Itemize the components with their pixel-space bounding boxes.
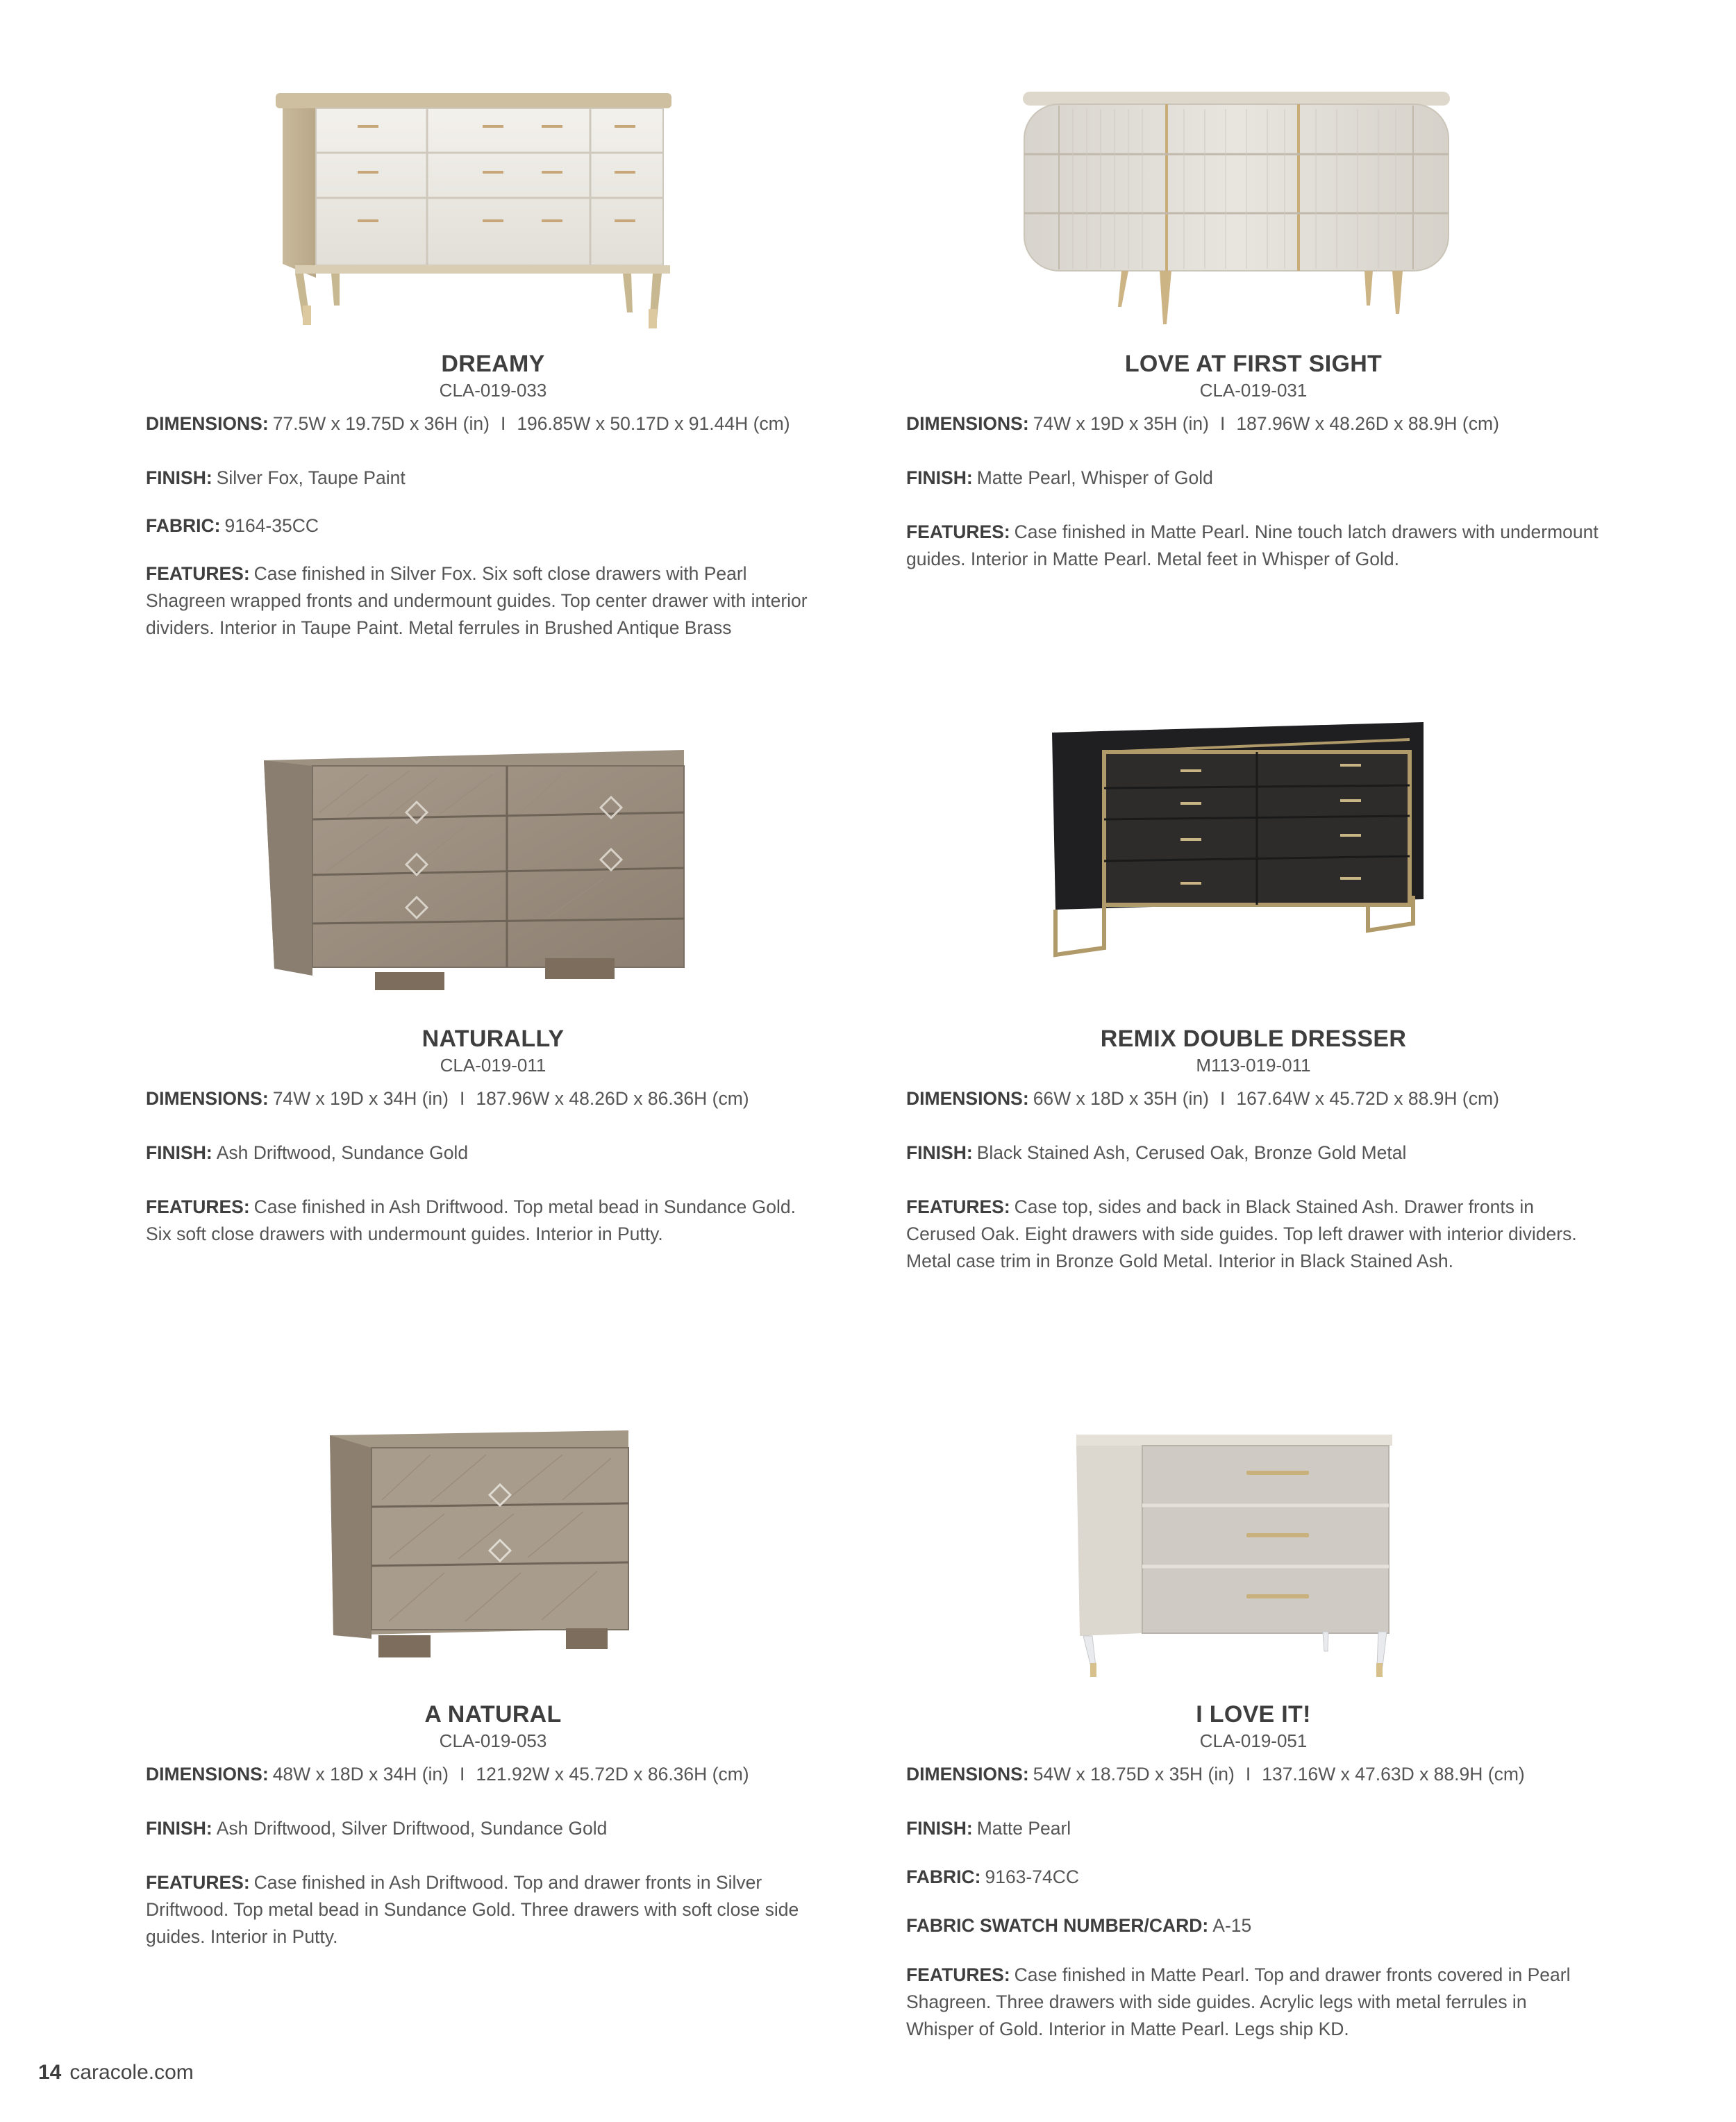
fabric-value: 9164-35CC bbox=[224, 515, 319, 536]
dimensions-separator: I bbox=[500, 413, 506, 434]
finish-label: FINISH: bbox=[146, 467, 212, 488]
finish-value: Ash Driftwood, Sundance Gold bbox=[216, 1142, 469, 1163]
dimensions-label: DIMENSIONS: bbox=[146, 1088, 269, 1109]
finish-row bbox=[146, 465, 847, 492]
features-row bbox=[906, 1194, 1608, 1275]
features-label: FEATURES: bbox=[146, 1872, 250, 1893]
fabric-label: FABRIC: bbox=[146, 515, 221, 536]
fabric-swatch-value: A-15 bbox=[1212, 1915, 1252, 1936]
features-value: Case finished in Matte Pearl. Nine touch latch drawers with undermount guides. Interior in Matte Pearl. Metal feet in Whisper of Gold. bbox=[906, 521, 1599, 569]
product-name: NATURALLY bbox=[422, 1026, 565, 1052]
dimensions-row bbox=[146, 410, 847, 437]
product-code: CLA-019-011 bbox=[440, 1055, 546, 1076]
product-name: I LOVE IT! bbox=[1196, 1701, 1311, 1728]
dimensions-separator: I bbox=[1220, 413, 1226, 434]
finish-label: FINISH: bbox=[906, 1818, 973, 1839]
features-value: Case finished in Silver Fox. Six soft close drawers with Pearl Shagreen wrapped fronts and undermount guides. Top center drawer with interior dividers. Interior in Taupe Paint. Metal ferrules in Brushed Antique Brass bbox=[146, 563, 808, 638]
features-value: Case finished in Matte Pearl. Top and drawer fronts covered in Pearl Shagreen. Three drawers with side guides. Acrylic legs with metal ferrules in Whisper of Gold. Interior in Matte Pearl. Legs ship KD. bbox=[906, 1964, 1571, 2039]
product-name: REMIX DOUBLE DRESSER bbox=[1100, 1026, 1407, 1052]
dimensions-in: 66W x 18D x 35H (in) bbox=[1033, 1088, 1209, 1109]
finish-value: Matte Pearl bbox=[976, 1818, 1071, 1839]
dimensions-row bbox=[906, 410, 1608, 437]
dimensions-in: 48W x 18D x 34H (in) bbox=[272, 1764, 449, 1785]
product-code: CLA-019-051 bbox=[1199, 1730, 1308, 1751]
finish-value: Silver Fox, Taupe Paint bbox=[216, 467, 406, 488]
features-label: FEATURES: bbox=[146, 563, 250, 584]
dimensions-row bbox=[146, 1085, 847, 1112]
features-row bbox=[906, 1962, 1587, 2043]
product-code: M113-019-011 bbox=[1196, 1055, 1311, 1076]
product-image-i-love-it bbox=[1073, 1430, 1399, 1680]
dimensions-cm: 137.16W x 47.63D x 88.9H (cm) bbox=[1262, 1764, 1525, 1785]
product-image-naturally bbox=[257, 746, 694, 996]
dimensions-label: DIMENSIONS: bbox=[146, 1764, 269, 1785]
page-footer bbox=[38, 2061, 194, 2085]
features-row bbox=[146, 1194, 826, 1248]
finish-row bbox=[906, 465, 1608, 492]
dimensions-cm: 187.96W x 48.26D x 86.36H (cm) bbox=[476, 1088, 749, 1109]
dimensions-in: 54W x 18.75D x 35H (in) bbox=[1033, 1764, 1235, 1785]
dimensions-label: DIMENSIONS: bbox=[906, 413, 1029, 434]
finish-row bbox=[906, 1139, 1608, 1167]
dimensions-separator: I bbox=[1245, 1764, 1251, 1785]
features-label: FEATURES: bbox=[906, 1196, 1010, 1217]
dimensions-cm: 187.96W x 48.26D x 88.9H (cm) bbox=[1236, 413, 1499, 434]
dimensions-in: 74W x 19D x 35H (in) bbox=[1033, 413, 1209, 434]
product-image-dreamy bbox=[267, 83, 684, 333]
finish-label: FINISH: bbox=[906, 1142, 973, 1163]
features-row bbox=[906, 519, 1601, 573]
features-label: FEATURES: bbox=[146, 1196, 250, 1217]
dimensions-separator: I bbox=[1220, 1088, 1226, 1109]
fabric-value: 9163-74CC bbox=[985, 1866, 1079, 1887]
dimensions-label: DIMENSIONS: bbox=[146, 413, 269, 434]
fabric-swatch-label: FABRIC SWATCH NUMBER/CARD: bbox=[906, 1915, 1209, 1936]
features-row bbox=[146, 1869, 847, 1950]
finish-label: FINISH: bbox=[146, 1142, 212, 1163]
fabric-label: FABRIC: bbox=[906, 1866, 981, 1887]
finish-label: FINISH: bbox=[146, 1818, 212, 1839]
fabric-swatch-row bbox=[906, 1912, 1608, 1939]
dimensions-row bbox=[906, 1761, 1608, 1788]
features-row bbox=[146, 560, 812, 642]
finish-value: Ash Driftwood, Silver Driftwood, Sundance Gold bbox=[216, 1818, 608, 1839]
product-name: DREAMY bbox=[441, 351, 545, 377]
features-label: FEATURES: bbox=[906, 1964, 1010, 1985]
dimensions-row bbox=[146, 1761, 847, 1788]
product-name: LOVE AT FIRST SIGHT bbox=[1124, 351, 1383, 377]
product-code: CLA-019-053 bbox=[439, 1730, 547, 1751]
fabric-row bbox=[906, 1864, 1608, 1891]
features-value: Case top, sides and back in Black Stained Ash. Drawer fronts in Cerused Oak. Eight drawers with side guides. Top left drawer with interior dividers. Metal case trim in Bronze Gold Metal. Interior in Black Stained Ash. bbox=[906, 1196, 1577, 1271]
product-code: CLA-019-031 bbox=[1199, 380, 1308, 401]
dimensions-row bbox=[906, 1085, 1608, 1112]
features-value: Case finished in Ash Driftwood. Top and drawer fronts in Silver Driftwood. Top metal bead in Sundance Gold. Three drawers with soft close side guides. Interior in Putty. bbox=[146, 1872, 799, 1947]
finish-value: Black Stained Ash, Cerused Oak, Bronze Gold Metal bbox=[976, 1142, 1407, 1163]
footer-site: caracole.com bbox=[69, 2061, 194, 2084]
product-name: A NATURAL bbox=[424, 1701, 562, 1728]
dimensions-separator: I bbox=[460, 1764, 465, 1785]
finish-row bbox=[146, 1139, 847, 1167]
dimensions-cm: 167.64W x 45.72D x 88.9H (cm) bbox=[1236, 1088, 1499, 1109]
features-value: Case finished in Ash Driftwood. Top metal bead in Sundance Gold. Six soft close drawers with undermount guides. Interior in Putty. bbox=[146, 1196, 796, 1244]
dimensions-in: 74W x 19D x 34H (in) bbox=[272, 1088, 449, 1109]
dimensions-cm: 196.85W x 50.17D x 91.44H (cm) bbox=[517, 413, 790, 434]
product-image-love-at-first-sight bbox=[1017, 85, 1455, 328]
product-image-a-natural bbox=[326, 1427, 632, 1666]
dimensions-label: DIMENSIONS: bbox=[906, 1764, 1029, 1785]
page-number: 14 bbox=[38, 2061, 62, 2084]
finish-value: Matte Pearl, Whisper of Gold bbox=[976, 467, 1213, 488]
dimensions-separator: I bbox=[460, 1088, 465, 1109]
features-label: FEATURES: bbox=[906, 521, 1010, 542]
finish-row bbox=[146, 1815, 847, 1842]
dimensions-in: 77.5W x 19.75D x 36H (in) bbox=[272, 413, 490, 434]
finish-row bbox=[906, 1815, 1608, 1842]
product-image-remix-double-dresser bbox=[1049, 719, 1424, 962]
product-code: CLA-019-033 bbox=[439, 380, 547, 401]
fabric-row bbox=[146, 512, 847, 540]
dimensions-cm: 121.92W x 45.72D x 86.36H (cm) bbox=[476, 1764, 749, 1785]
finish-label: FINISH: bbox=[906, 467, 973, 488]
dimensions-label: DIMENSIONS: bbox=[906, 1088, 1029, 1109]
